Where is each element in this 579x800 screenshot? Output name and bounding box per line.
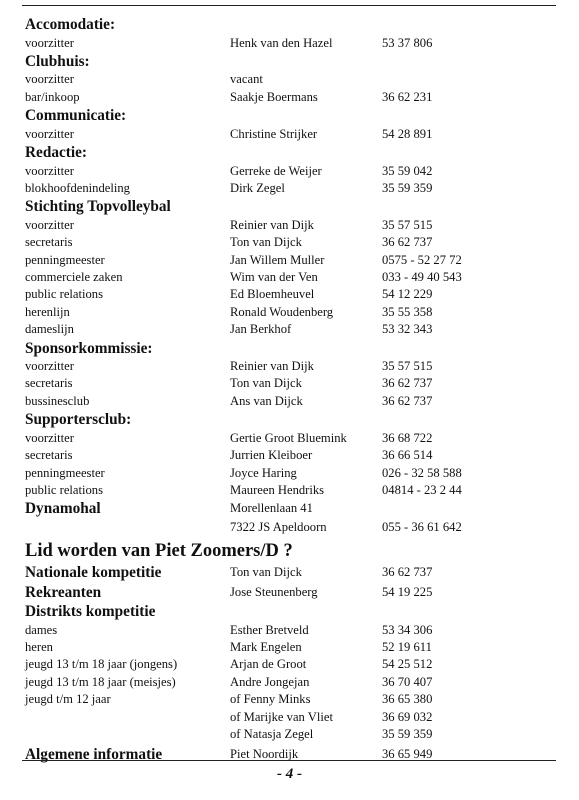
contact-phone: 04814 - 23 2 44 <box>382 482 462 497</box>
contact-name: of Natasja Zegel <box>230 727 314 742</box>
top-rule <box>22 5 556 6</box>
algemene-row <box>25 745 555 765</box>
contact-phone: 36 68 722 <box>382 430 433 445</box>
contact-row <box>25 269 555 286</box>
section-block <box>25 106 555 143</box>
contact-name: Jan Berkhof <box>230 322 292 337</box>
contact-role: blokhoofdenindeling <box>25 180 130 195</box>
contact-phone: 36 62 737 <box>382 235 433 250</box>
contact-phone: 35 55 358 <box>382 304 433 319</box>
contact-row <box>25 217 555 234</box>
committee-sections <box>25 15 555 499</box>
nationale-name: Ton van Dijck <box>230 565 302 580</box>
contact-phone: 35 57 515 <box>382 217 433 232</box>
section-title: Communicatie: <box>25 107 127 125</box>
contact-phone: 026 - 32 58 588 <box>382 465 462 480</box>
contact-phone: 54 28 891 <box>382 126 433 141</box>
algemene-name: Piet Noordijk <box>230 747 299 762</box>
contact-row <box>25 622 555 639</box>
section-block <box>25 197 555 338</box>
contact-name: Maureen Hendriks <box>230 482 325 497</box>
contact-phone: 36 66 514 <box>382 448 433 463</box>
contact-row <box>25 465 555 482</box>
contact-name: vacant <box>230 72 263 87</box>
section-block <box>25 410 555 499</box>
contact-name: of Marijke van Vliet <box>230 709 333 724</box>
contact-role: voorzitter <box>25 72 74 87</box>
contact-name: Henk van den Hazel <box>230 35 333 50</box>
contact-name: Ronald Woudenberg <box>230 304 334 319</box>
contact-role: jeugd t/m 12 jaar <box>25 692 111 707</box>
contact-role: voorzitter <box>25 217 74 232</box>
contact-row <box>25 252 555 269</box>
contact-role: secretaris <box>25 376 73 391</box>
contact-phone: 033 - 49 40 543 <box>382 270 462 285</box>
contact-role: public relations <box>25 482 103 497</box>
contact-phone: 53 34 306 <box>382 622 433 637</box>
nationale-title: Nationale kompetitie <box>25 564 162 582</box>
contact-name: of Fenny Minks <box>230 692 311 707</box>
section-title: Clubhuis: <box>25 52 90 70</box>
contact-row <box>25 35 555 52</box>
contact-role: voorzitter <box>25 430 74 445</box>
contact-row <box>25 482 555 499</box>
contact-role: voorzitter <box>25 359 74 374</box>
contact-role: jeugd 13 t/m 18 jaar (meisjes) <box>25 674 176 689</box>
rekreanten-title: Rekreanten <box>25 583 102 601</box>
contact-row <box>25 430 555 447</box>
contact-role: secretaris <box>25 235 73 250</box>
rekreanten-phone: 54 19 225 <box>382 584 433 599</box>
contact-row <box>25 393 555 410</box>
section-block <box>25 143 555 197</box>
section-title: Redactie: <box>25 144 88 162</box>
contact-row <box>25 358 555 375</box>
contact-name: Arjan de Groot <box>230 657 307 672</box>
contact-role: voorzitter <box>25 163 74 178</box>
contact-name: Ton van Dijck <box>230 376 302 391</box>
contact-role: voorzitter <box>25 35 74 50</box>
contact-phone: 35 59 359 <box>382 727 433 742</box>
contact-phone: 0575 - 52 27 72 <box>382 252 462 267</box>
contact-name: Ed Bloemheuvel <box>230 287 315 302</box>
contact-name: Esther Bretveld <box>230 622 309 637</box>
contact-row <box>25 656 555 673</box>
contact-role: public relations <box>25 287 103 302</box>
contact-phone: 53 37 806 <box>382 35 433 50</box>
contact-role: bussinesclub <box>25 393 90 408</box>
contact-role: voorzitter <box>25 126 74 141</box>
contact-role: penningmeester <box>25 252 105 267</box>
dynamohal-heading-row <box>25 499 555 519</box>
dynamohal-address-line2: 7322 JS Apeldoorn <box>230 519 327 534</box>
contact-row <box>25 180 555 197</box>
rekreanten-name: Jose Steunenberg <box>230 584 318 599</box>
contact-role: dameslijn <box>25 322 74 337</box>
contact-name: Dirk Zegel <box>230 180 285 195</box>
section-block <box>25 15 555 52</box>
contact-row <box>25 321 555 338</box>
contact-name: Gertie Groot Bluemink <box>230 430 347 445</box>
dynamohal-phone: 055 - 36 61 642 <box>382 519 462 534</box>
dynamohal-title: Dynamohal <box>25 500 101 518</box>
contact-phone: 54 12 229 <box>382 287 433 302</box>
contact-name: Saakje Boermans <box>230 89 318 104</box>
membership-heading: Lid worden van Piet Zoomers/D ? <box>25 541 293 562</box>
contact-row <box>25 691 555 708</box>
contact-row <box>25 639 555 656</box>
contact-row <box>25 234 555 251</box>
rekreanten-row <box>25 583 555 603</box>
contact-list <box>25 15 555 765</box>
contact-phone: 53 32 343 <box>382 322 433 337</box>
section-title: Supportersclub: <box>25 411 132 429</box>
contact-name: Reinier van Dijk <box>230 217 314 232</box>
contact-row <box>25 71 555 88</box>
contact-phone: 52 19 611 <box>382 640 432 655</box>
contact-row <box>25 304 555 321</box>
contact-phone: 35 59 042 <box>382 163 433 178</box>
dynamohal-address-row <box>25 519 555 536</box>
contact-phone: 54 25 512 <box>382 657 433 672</box>
distrikts-rows <box>25 622 555 744</box>
contact-name: Jan Willem Muller <box>230 252 325 267</box>
section-title: Sponsorkommissie: <box>25 339 153 357</box>
contact-row <box>25 709 555 726</box>
contact-phone: 36 70 407 <box>382 674 433 689</box>
contact-role: bar/inkoop <box>25 89 80 104</box>
dynamohal-address-line1: Morellenlaan 41 <box>230 501 313 516</box>
contact-phone: 36 62 737 <box>382 376 433 391</box>
contact-name: Christine Strijker <box>230 126 318 141</box>
distrikts-heading: Distrikts kompetitie <box>25 603 156 621</box>
algemene-phone: 36 65 949 <box>382 747 433 762</box>
contact-name: Gerreke de Weijer <box>230 163 322 178</box>
contact-phone: 36 65 380 <box>382 692 433 707</box>
contact-role: heren <box>25 640 53 655</box>
contact-phone: 36 62 231 <box>382 89 433 104</box>
contact-name: Andre Jongejan <box>230 674 310 689</box>
contact-role: penningmeester <box>25 465 105 480</box>
contact-name: Mark Engelen <box>230 640 302 655</box>
contact-name: Jurrien Kleiboer <box>230 448 313 463</box>
contact-role: commerciele zaken <box>25 270 123 285</box>
contact-phone: 36 62 737 <box>382 393 433 408</box>
contact-row <box>25 89 555 106</box>
contact-phone: 35 57 515 <box>382 359 433 374</box>
contact-row <box>25 286 555 303</box>
contact-name: Joyce Haring <box>230 465 297 480</box>
contact-row <box>25 375 555 392</box>
contact-phone: 35 59 359 <box>382 180 433 195</box>
section-title: Stichting Topvolleybal <box>25 198 171 216</box>
section-block <box>25 339 555 411</box>
contact-name: Ans van Dijck <box>230 393 303 408</box>
section-title: Accomodatie: <box>25 16 116 33</box>
contact-role: dames <box>25 622 58 637</box>
contact-name: Reinier van Dijk <box>230 359 314 374</box>
contact-row <box>25 726 555 743</box>
contact-row <box>25 674 555 691</box>
algemene-title: Algemene informatie <box>25 746 163 764</box>
page-number: - 4 - <box>277 766 302 782</box>
contact-role: secretaris <box>25 448 73 463</box>
contact-role: herenlijn <box>25 304 70 319</box>
contact-name: Wim van der Ven <box>230 270 318 285</box>
nationale-phone: 36 62 737 <box>382 565 433 580</box>
contact-row <box>25 447 555 464</box>
contact-row <box>25 163 555 180</box>
contact-role: jeugd 13 t/m 18 jaar (jongens) <box>25 657 178 672</box>
section-block <box>25 52 555 106</box>
nationale-row <box>25 563 555 583</box>
contact-row <box>25 126 555 143</box>
bottom-rule <box>22 760 556 761</box>
contact-phone: 36 69 032 <box>382 709 433 724</box>
contact-name: Ton van Dijck <box>230 235 302 250</box>
